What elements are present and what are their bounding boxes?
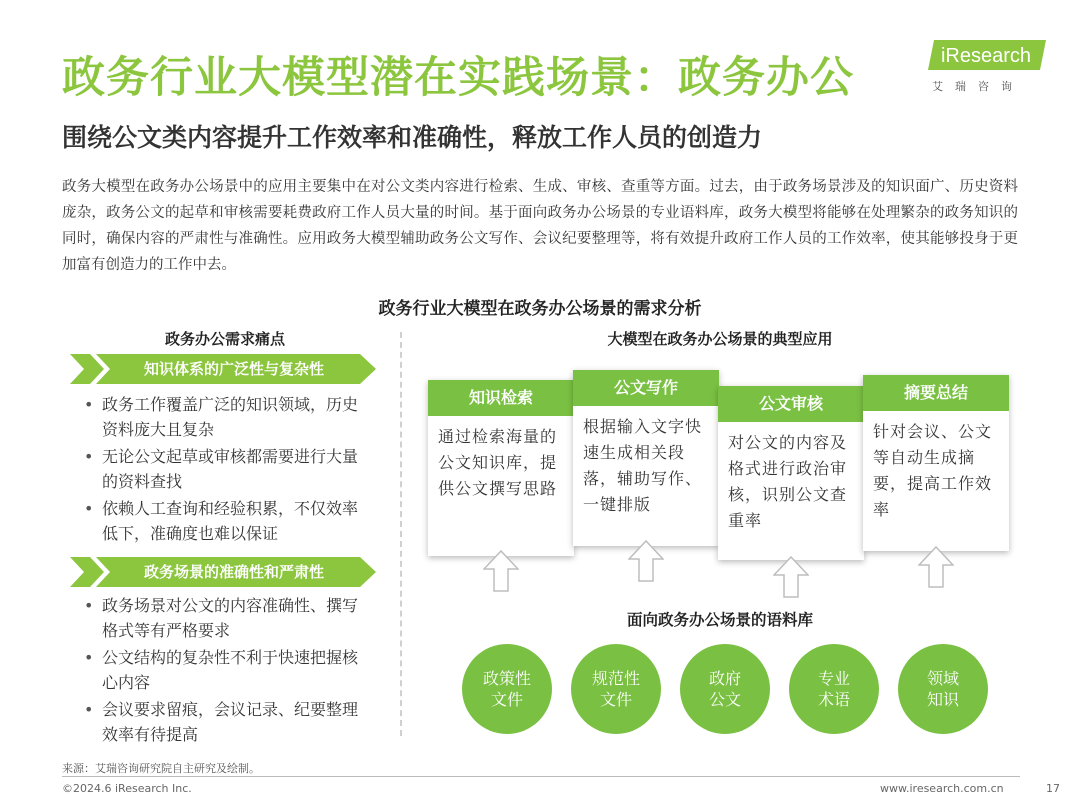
corpus-circle-government: [680, 644, 770, 734]
page-number: 17: [1046, 782, 1060, 795]
app-card-title: 公文审核: [718, 386, 864, 422]
corpus-circle-normative: [571, 644, 661, 734]
footer-divider: [62, 776, 1020, 777]
logo-subtitle: 艾瑞咨询: [932, 80, 1024, 93]
source-note: 来源：艾瑞咨询研究院自主研究及绘制。: [62, 762, 260, 775]
corpus-circle-terminology: [789, 644, 879, 734]
page-subtitle: 围绕公文类内容提升工作效率和准确性，释放工作人员的创造力: [62, 123, 763, 152]
list-item: • 政务场景对公文的内容准确性、撰写格式等有严格要求: [82, 593, 372, 643]
up-arrow-icon: [773, 556, 809, 598]
app-card-body: 对公文的内容及格式进行政治审核，识别公文查重率: [728, 433, 848, 530]
app-card-body: 根据输入文字快速生成相关段落，辅助写作、一键排版: [583, 417, 703, 514]
app-card-title: 知识检索: [428, 380, 574, 416]
app-card-summary: [863, 375, 1009, 551]
diagram-title: 政务行业大模型在政务办公场景的需求分析: [378, 299, 702, 319]
pain-banner-1: [70, 354, 376, 384]
copyright: ©2024.6 iResearch Inc.: [62, 782, 192, 795]
corpus-label: 政策性 文件: [482, 669, 531, 709]
up-arrow-icon: [628, 540, 664, 582]
list-item: • 依赖人工查询和经验积累，不仅效率低下，准确度也难以保证: [82, 496, 372, 546]
list-item: • 政务工作覆盖广泛的知识领域，历史资料庞大且复杂: [82, 392, 372, 442]
logo-mark-icon: [928, 38, 1050, 72]
corpus-heading: 面向政务办公场景的语料库: [626, 611, 813, 629]
app-card-title: 公文写作: [573, 370, 719, 406]
intro-paragraph: 政务大模型在政务办公场景中的应用主要集中在对公文类内容进行检索、生成、审核、查重等方面。过去，由于政务场景涉及的知识面广、历史资料庞杂，政务公文的起草和审核需要耗费政府工作人员大量的时间。基于面向政务办公场景的专业语料库，政务大模型将能够在处理繁杂的政务知识的同时，确保内容的严肃性与准确性。应用政务大模型辅助政务公文写作、会议纪要整理等，将有效提升政府工作人员的工作效率，使其能够投身于更加富有创造力的工作中去。: [62, 179, 1018, 273]
corpus-circle-policy: [462, 644, 552, 734]
app-card-title: 摘要总结: [863, 375, 1009, 411]
app-card-document-writing: [573, 370, 719, 546]
logo-brand-text: iResearch: [940, 45, 1032, 67]
corpus-label: 规范性 文件: [591, 669, 640, 709]
corpus-label: 政府 公文: [708, 669, 741, 709]
app-card-document-review: [718, 386, 864, 560]
list-item: • 公文结构的复杂性不利于快速把握核心内容: [82, 645, 372, 695]
app-card-body: 通过检索海量的公文知识库，提供公文撰写思路: [438, 427, 558, 498]
corpus-circle-domain: [898, 644, 988, 734]
pain-banner-2: [70, 557, 376, 587]
pain-list-2: [82, 593, 372, 749]
corpus-label: 专业 术语: [817, 669, 850, 709]
page-title: 政务行业大模型潜在实践场景：政务办公: [62, 53, 854, 103]
iresearch-logo: [928, 38, 1050, 96]
pain-points-heading: 政务办公需求痛点: [164, 330, 285, 348]
pain-list-1: [82, 392, 372, 548]
applications-heading: 大模型在政务办公场景的典型应用: [607, 330, 833, 348]
website-link[interactable]: www.iresearch.com.cn: [880, 782, 1004, 795]
pain-banner-1-label: 知识体系的广泛性与复杂性: [143, 360, 324, 378]
app-card-body: 针对会议、公文等自动生成摘要，提高工作效率: [873, 422, 993, 519]
app-card-knowledge-search: [428, 380, 574, 556]
list-item: • 无论公文起草或审核都需要进行大量的资料查找: [82, 444, 372, 494]
up-arrow-icon: [483, 550, 519, 592]
corpus-label: 领域 知识: [926, 669, 959, 709]
list-item: • 会议要求留痕，会议记录、纪要整理效率有待提高: [82, 697, 372, 747]
column-divider: [400, 332, 402, 736]
up-arrow-icon: [918, 546, 954, 588]
pain-banner-2-label: 政务场景的准确性和严肃性: [143, 563, 324, 581]
